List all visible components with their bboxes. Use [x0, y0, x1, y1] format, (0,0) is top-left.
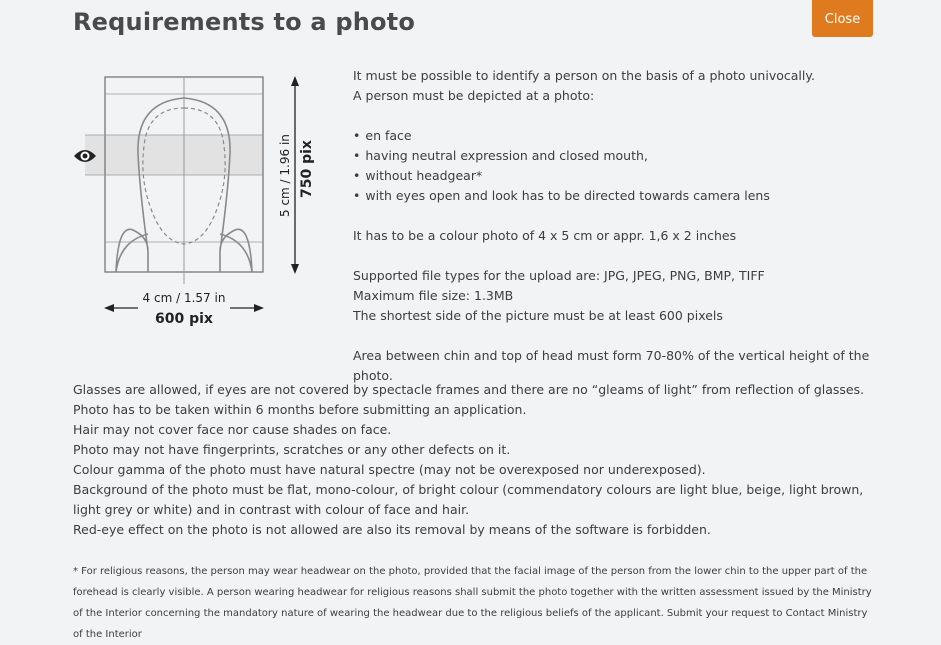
rule-text: Photo may not have fingerprints, scratches or any other defects on it.	[73, 442, 511, 457]
requirements-intro	[353, 66, 873, 386]
area-text: photo.	[353, 368, 393, 383]
list-item: • with eyes open and look has to be directed towards camera lens	[353, 186, 873, 206]
area-text: Area between chin and top of head must form 70-80% of the vertical height of the	[353, 348, 870, 363]
max-size-text: Maximum file size: 1.3MB	[353, 288, 514, 303]
rule-text: Background of the photo must be flat, mono-colour, of bright colour (commendatory colours are light blue, beige, light brown, light grey or white) and in contrast with colour of face and hair.	[73, 482, 864, 517]
rule-text: Photo has to be taken within 6 months before submitting an application.	[73, 402, 527, 417]
religious-headwear-footnote: * For religious reasons, the person may wear headwear on the photo, provided that the facial image of the person from the lower chin to the upper part of the forehead is clearly visible. A person wearing headwear for religious reasons shall submit the photo together with the written assessment issued by the Ministry of the Interior concerning the mandatory nature of wearing the headwear due to the religious beliefs of the applicant. Submit your request to Contact Ministry of the Interior	[73, 566, 872, 640]
requirements-rules	[73, 380, 873, 540]
rule-text: Hair may not cover face nor cause shades on face.	[73, 422, 392, 437]
rule-text: Colour gamma of the photo must have natural spectre (may not be overexposed nor underexposed).	[73, 462, 706, 477]
page-title: Requirements to a photo	[73, 8, 416, 36]
width-pix-label: 600 pix	[155, 311, 213, 327]
rule-text: Red-eye effect on the photo is not allowed are also its removal by means of the software is forbidden.	[73, 522, 711, 537]
list-item: • en face	[353, 126, 873, 146]
depiction-list	[353, 126, 873, 206]
shortest-side-text: The shortest side of the picture must be at least 600 pixels	[353, 308, 723, 323]
colour-photo-text: It has to be a colour photo of 4 x 5 cm or appr. 1,6 x 2 inches	[353, 228, 737, 243]
close-button[interactable]: Close	[812, 0, 873, 37]
list-item: • without headgear*	[353, 166, 873, 186]
height-pix-label: 750 pix	[299, 140, 315, 198]
rule-text: Glasses are allowed, if eyes are not covered by spectacle frames and there are no “gleams of light” from reflection of glasses.	[73, 382, 865, 397]
list-item: • having neutral expression and closed mouth,	[353, 146, 873, 166]
height-label: 5 cm / 1.96 in	[278, 134, 292, 217]
eye-band	[85, 135, 263, 175]
photo-dimensions-diagram	[68, 64, 328, 339]
width-label: 4 cm / 1.57 in	[142, 291, 226, 305]
intro-line: A person must be depicted at a photo:	[353, 88, 595, 103]
intro-line: It must be possible to identify a person on the basis of a photo univocally.	[353, 68, 815, 83]
file-types-text: Supported file types for the upload are: JPG, JPEG, PNG, BMP, TIFF	[353, 268, 765, 283]
